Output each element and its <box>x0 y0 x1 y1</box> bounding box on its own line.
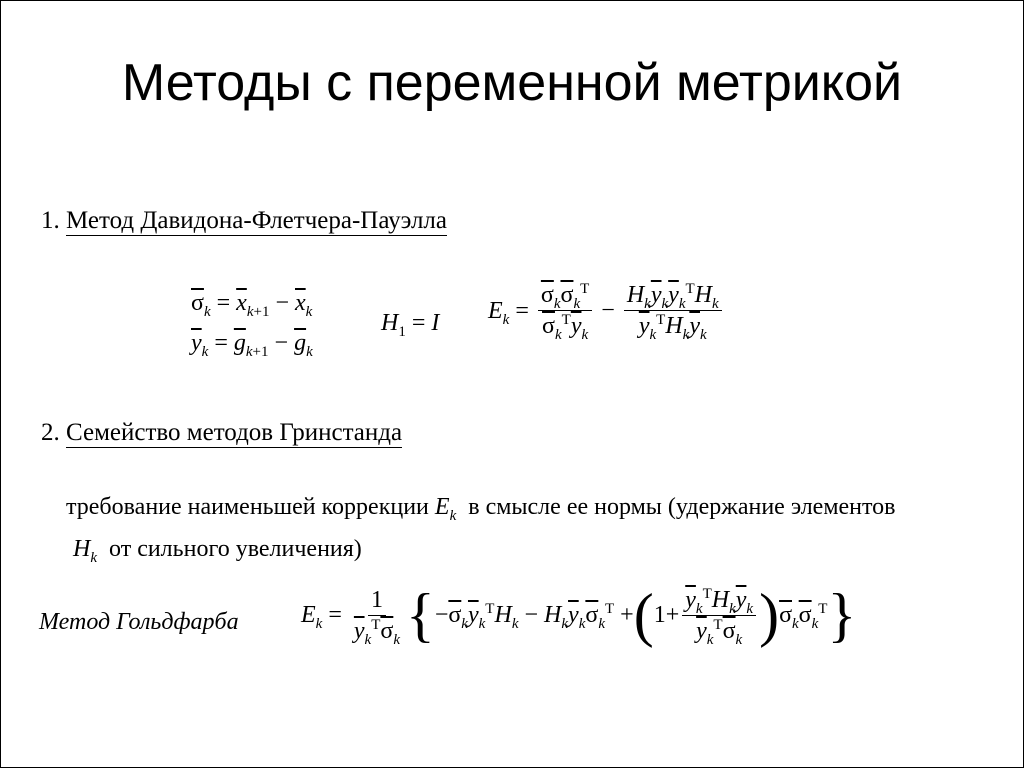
section-2-number: 2. <box>41 419 60 446</box>
section-1-header <box>41 208 447 233</box>
section-2-label: Семейство методов Гринстанда <box>66 419 403 446</box>
requirement-text-2: в смысле ее нормы (удержание элементов <box>468 494 896 520</box>
formula-sigma-def: $\overline{\sigma}_k = \overline{x}_{k+1} - \overline{x}_k$ <box>191 290 313 320</box>
requirement-text-1: требование наименьшей коррекции <box>66 494 429 520</box>
requirement-text-3: от сильного увеличения) <box>109 536 362 562</box>
section-1-label: Метод Давидона-Флетчера-Пауэлла <box>66 207 447 234</box>
requirement-line-2: $H_k$ от сильного увеличения) <box>73 536 362 566</box>
section-1-number: 1. <box>41 207 60 234</box>
goldfarb-label: Метод Гольдфарба <box>39 609 239 635</box>
formula-h1-identity: $H_1 = I$ <box>381 310 440 340</box>
requirement-line-1: требование наименьшей коррекции $E_k$ в смысле ее нормы (удержание элементов <box>66 494 896 524</box>
formula-y-def: $\overline{y}_k = \overline{g}_{k+1} - \overline{g}_k$ <box>191 330 313 360</box>
formula-ek-goldfarb: $E_k$ = $\frac{1}{\overline{y}_k^T\overline{\sigma}_k}$ {$-\overline{\sigma}_k\overline{y}_k^TH_k - H_k\overline{y}_k\overline{\sigma}_k^T +(1+$ $\frac{\overline{y}_k^TH_k\overline{y}_k}{\overline{y}_k^T\overline{\sigma}_k}$ )$\overline{\sigma}_k\overline{\sigma}_k^T$} <box>301 582 857 648</box>
section-2-header <box>41 420 402 445</box>
formula-ek-dfp: $E_k$ = $\frac{\overline{\sigma}_k\overline{\sigma}_k^T}{\overline{\sigma}_k^T\overline{y}_k}$ − $\frac{H_k\overline{y}_k\overline{y}_k^TH_k}{\overline{y}_k^TH_k\overline{y}_k}$ <box>488 283 725 338</box>
slide-title: Методы с переменной метрикой <box>121 54 903 112</box>
